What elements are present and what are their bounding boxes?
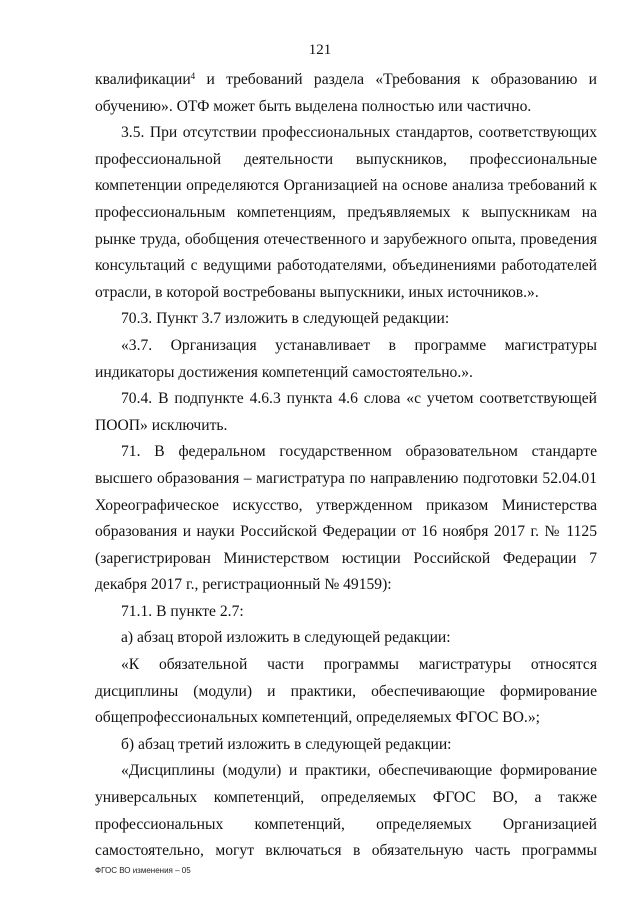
footnote-marker: 4 xyxy=(190,71,196,81)
paragraph-70-4: 70.4. В подпункте 4.6.3 пункта 4.6 слова «с учетом соответствующей ПООП» исключить. xyxy=(95,390,597,434)
paragraph-3-5: 3.5. При отсутствии профессиональных стандартов, соответствующих профессиональной деятельности выпускников, профессиональные компетенции определяются Организацией на основе анализа требований к профессиональным компетенциям, предъявляемых к выпускникам на рынке труда, обобщения отечественного и зарубежного опыта, проведения консультаций с ведущими работодателями, объединениями работодателей отрасли, в которой востребованы выпускники, иных источников.». xyxy=(95,124,597,301)
document-body xyxy=(95,67,597,865)
paragraph-70-3: 70.3. Пункт 3.7 изложить в следующей редакции: xyxy=(121,310,450,328)
paragraph-71: 71. В федеральном государственном образовательном стандарте высшего образования – магистратура по направлению подготовки 52.04.01 Хореографическое искусство, утвержденном приказом Министерства образования и науки Российской Федерации от 16 ноября 2017 г. № 1125 (зарегистрирован Министерством юстиции Российской Федерации 7 декабря 2017 г., регистрационный № 49159): xyxy=(95,443,597,594)
paragraph-quote-b: «Дисциплины (модули) и практики, обеспечивающие формирование универсальных компетенций, определяемых ФГОС ВО, а также профессиональных компетенций, определяемых Организацией самостоятельно, могут включаться в обязательную часть программы xyxy=(95,762,597,860)
page-number: 121 xyxy=(308,42,332,58)
paragraph-continuation xyxy=(95,67,597,120)
paragraph-quote-3-7: «3.7. Организация устанавливает в программе магистратуры индикаторы достижения компетенций самостоятельно.». xyxy=(95,336,597,381)
page-footer: ФГОС ВО изменения – 05 xyxy=(95,866,191,875)
text-after-footnote: и требований раздела «Требования к образованию и обучению». ОТФ может быть выделена полностью или частично. xyxy=(95,71,597,115)
paragraph-item-b: б) абзац третий изложить в следующей редакции: xyxy=(121,735,452,753)
text-before-footnote: квалификации xyxy=(95,71,191,88)
paragraph-quote-a: «К обязательной части программы магистратуры относятся дисциплины (модули) и практики, обеспечивающие формирование общепрофессиональных компетенций, определяемых ФГОС ВО.»; xyxy=(95,656,597,727)
paragraph-item-a: а) абзац второй изложить в следующей редакции: xyxy=(121,629,451,647)
paragraph-71-1: 71.1. В пункте 2.7: xyxy=(121,602,244,620)
